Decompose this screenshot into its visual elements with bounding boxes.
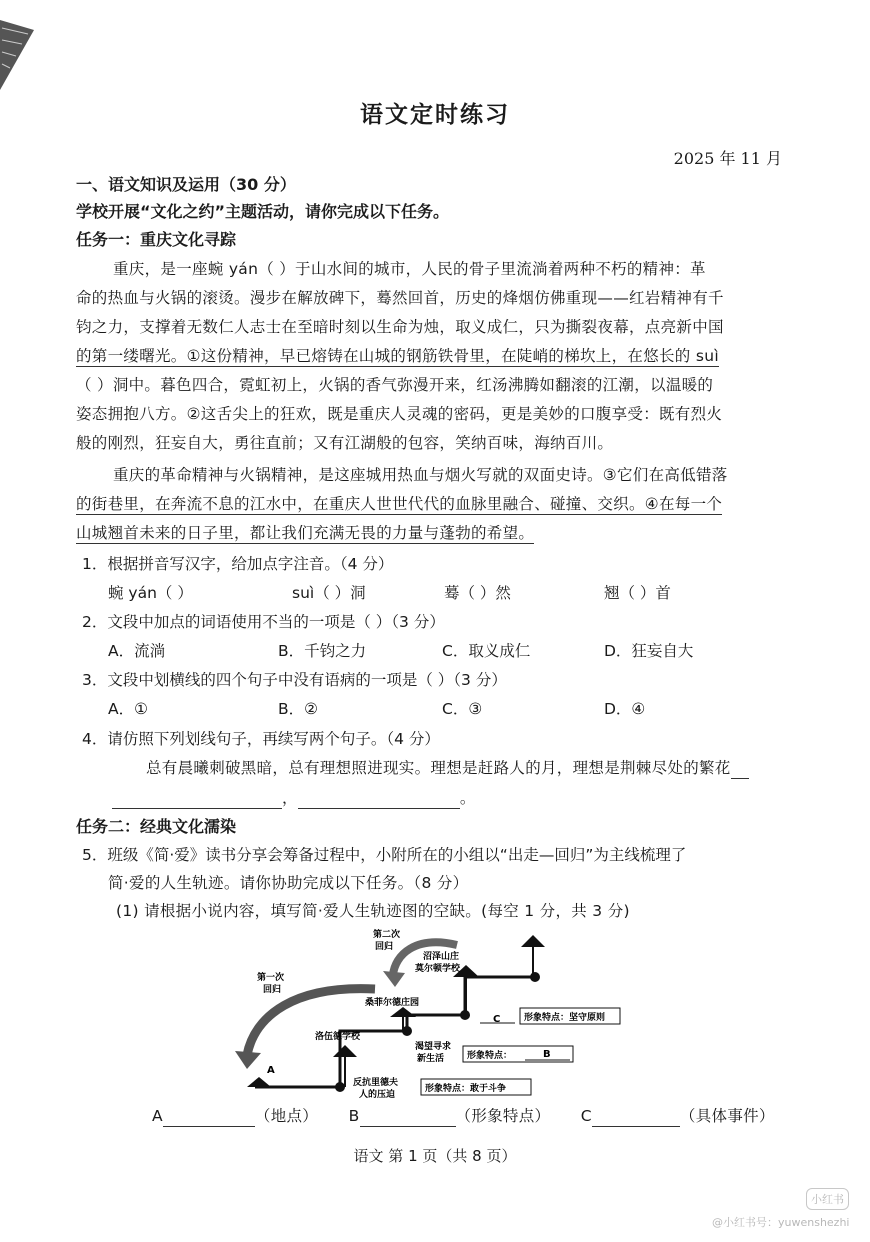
trait-box: 形象特点：: [467, 1051, 513, 1061]
answer-suffix: （形象特点）: [455, 1107, 551, 1125]
passage-line: 般的刚烈，狂妄自大，勇往直前；又有江湖般的包容，笑纳百味，海纳百川。: [76, 434, 614, 452]
question-5-cont: 简·爱的人生轨迹。请你协助完成以下任务。（8 分）: [108, 874, 469, 892]
answer-blank[interactable]: [112, 808, 282, 809]
life-trajectory-diagram: [225, 925, 625, 1100]
answer-blank-a[interactable]: [163, 1126, 255, 1127]
landmark-triangle: [247, 1077, 271, 1087]
answer-label-b: B: [348, 1107, 360, 1125]
q1-item: suì（ ）洞: [292, 584, 366, 602]
label-new-life: 渴望寻求: [415, 1042, 452, 1052]
return-arrow-first: [247, 989, 375, 1055]
node-marker: [530, 972, 540, 982]
trait-box: 形象特点：敢于斗争: [425, 1084, 507, 1094]
question-4: 4．请仿照下列划线句子，再续写两个句子。（4 分）: [82, 730, 440, 748]
label-first-return: 回归: [263, 985, 282, 995]
answer-blank[interactable]: [731, 778, 749, 779]
q3-option-d: D．④: [604, 700, 646, 718]
question-2: 2．文段中加点的词语使用不当的一项是（ ）（3 分）: [82, 613, 445, 631]
passage-line: 命的热血与火锅的滚烫。漫步在解放碑下，蓦然回首，历史的烽烟仿佛重现——红岩精神有千: [76, 289, 724, 307]
page-footer: 语文 第 1 页（共 8 页）: [353, 1147, 517, 1165]
question-5: 5．班级《简·爱》读书分享会筹备过程中，小附所在的小组以“出走—回归”为主线梳理了: [82, 846, 687, 864]
q2-option-c: C．取义成仁: [442, 642, 531, 660]
label-blank-a: A: [267, 1065, 275, 1076]
task1-heading: 任务一：重庆文化寻踪: [76, 230, 237, 249]
q2-option-a: A．流淌: [108, 642, 166, 660]
landmark-triangle: [390, 1007, 416, 1017]
q4-answer-line: [112, 787, 476, 809]
trait-box: 形象特点：坚守原则: [524, 1013, 606, 1023]
watermark-text: @小红书号：yuwenshezhi: [712, 1216, 850, 1229]
passage-line: 重庆的革命精神与火锅精神，是这座城用热血与烟火写就的双面史诗。③它们在高低错落: [113, 466, 728, 484]
landmark-triangle: [521, 935, 545, 947]
passage-line: 钧之力，支撑着无数仁人志士在至暗时刻以生命为烛，取义成仁，只为撕裂夜幕，点亮新中国: [76, 318, 724, 336]
q4-comma: ，: [282, 789, 298, 807]
q1-item: 蜿 yán（ ）: [108, 584, 193, 602]
q3-option-b: B．②: [278, 700, 319, 718]
q3-option-a: A．①: [108, 700, 148, 718]
question-5-sub1: (1) 请根据小说内容，填写简·爱人生轨迹图的空缺。(每空 1 分，共 3 分): [116, 902, 630, 920]
q4-example-sentence: 总有晨曦刺破黑暗，总有理想照进现实。理想是赶路人的月，理想是荆棘尽处的繁花: [146, 759, 731, 777]
underlined-sentence: 的第一缕曙光。①这份精神，早已熔铸在山城的钢筋铁骨里，在陡峭的梯坎上，在悠长的 suì: [76, 347, 719, 365]
activity-intro: 学校开展“文化之约”主题活动，请你完成以下任务。: [76, 202, 450, 221]
page-title: 语文定时练习: [360, 101, 510, 128]
q4-period: 。: [459, 789, 476, 807]
label-lowood: 洛伍德学校: [315, 1032, 361, 1042]
label-blank-b: B: [543, 1049, 551, 1060]
underlined-sentence: 的街巷里，在奔流不息的江水中，在重庆人世世代代的血脉里融合、碰撞、交织。④在每一个: [76, 495, 723, 513]
q1-item: 翘（ ）首: [604, 584, 671, 602]
trajectory-path: [255, 977, 535, 1087]
arrow-head: [235, 1051, 261, 1069]
passage-line: （ ）洞中。暮色四合，霓虹初上，火锅的香气弥漫开来，红汤沸腾如翻滚的江潮，以温暖的: [76, 376, 714, 394]
label-blank-c: C: [493, 1014, 501, 1025]
section-heading: 一、语文知识及运用（30 分）: [76, 175, 296, 194]
q1-item: 蓦（ ）然: [444, 584, 511, 602]
q2-option-d: D．狂妄自大: [604, 642, 694, 660]
passage-line: [76, 493, 722, 515]
underlined-sentence: 山城翘首未来的日子里，都让我们充满无畏的力量与蓬勃的希望。: [76, 524, 535, 542]
label-first-return: 第一次: [257, 973, 285, 983]
label-second-return: 第二次: [373, 930, 401, 940]
diagram-answer-line: [152, 1105, 775, 1127]
watermark-logo: 小红书: [806, 1188, 849, 1210]
passage-line: [76, 345, 719, 367]
answer-blank-c[interactable]: [592, 1126, 680, 1127]
q3-option-c: C．③: [442, 700, 483, 718]
question-3: 3．文段中划横线的四个句子中没有语病的一项是（ ）（3 分）: [82, 671, 507, 689]
answer-suffix: （具体事件）: [679, 1107, 775, 1125]
answer-label-c: C: [580, 1107, 592, 1125]
label-marsh-end: 沼泽山庄: [423, 952, 460, 962]
question-1: 1．根据拼音写汉字，给加点字注音。（4 分）: [82, 555, 394, 573]
answer-suffix: （地点）: [254, 1107, 319, 1125]
label-thornfield: 桑菲尔德庄园: [365, 998, 420, 1008]
node-marker: [335, 1082, 345, 1092]
label-new-life: 新生活: [417, 1054, 445, 1064]
q2-option-b: B．千钧之力: [278, 642, 367, 660]
answer-label-a: A: [152, 1107, 163, 1125]
answer-blank[interactable]: [298, 808, 460, 809]
passage-line: 姿态拥抱八方。②这舌尖上的狂欢，既是重庆人灵魂的密码，更是美妙的口腹享受：既有烈火: [76, 405, 723, 423]
staple-corner-decoration: [0, 20, 34, 90]
label-gateshead: 人的压迫: [359, 1090, 396, 1100]
task2-heading: 任务二：经典文化濡染: [76, 817, 237, 836]
arrow-head: [383, 971, 405, 987]
landmark-triangle: [333, 1045, 357, 1057]
answer-blank-b[interactable]: [360, 1126, 456, 1127]
label-gateshead: 反抗里德夫: [353, 1078, 399, 1088]
exam-date: 2025 年 11 月: [673, 149, 782, 168]
passage-line: 重庆，是一座蜿 yán（ ）于山水间的城市，人民的骨子里流淌着两种不朽的精神：革: [113, 260, 706, 278]
passage-line: [76, 522, 534, 544]
q4-example-line: [146, 757, 749, 779]
label-second-return: 回归: [375, 942, 394, 952]
label-morton-school: 莫尔顿学校: [415, 964, 461, 974]
